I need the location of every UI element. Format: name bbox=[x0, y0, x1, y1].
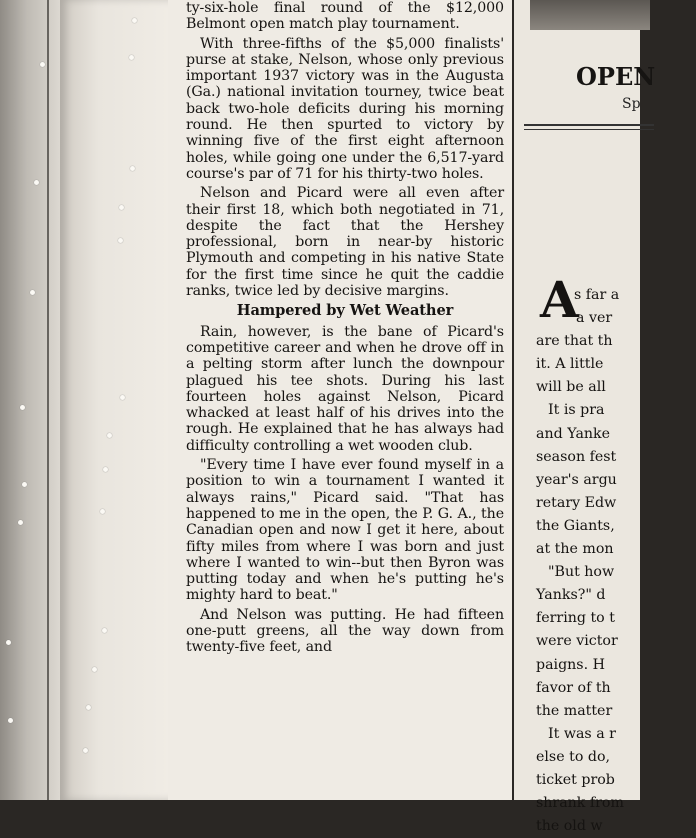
photo-fragment bbox=[530, 0, 650, 30]
right-headline: OPEN bbox=[576, 62, 656, 91]
right-line: year's argu bbox=[536, 471, 617, 488]
right-line: It was a r bbox=[548, 725, 616, 742]
stitch-hole bbox=[130, 166, 135, 171]
right-line: favor of th bbox=[536, 679, 611, 696]
right-line: a ver bbox=[576, 310, 613, 327]
right-line: else to do, bbox=[536, 748, 611, 765]
article-paragraph: And Nelson was putting. He had fifteen one-putt greens, all the way down from twenty-five feet, and bbox=[186, 606, 504, 656]
right-line: were victor bbox=[536, 633, 618, 650]
right-line: It is pra bbox=[548, 402, 605, 419]
stitch-hole bbox=[6, 640, 11, 645]
right-column bbox=[514, 0, 656, 835]
stitch-hole bbox=[100, 509, 105, 514]
stitch-hole bbox=[92, 667, 97, 672]
stitch-hole bbox=[129, 55, 134, 60]
drop-cap: A bbox=[540, 270, 579, 329]
stitch-hole bbox=[120, 395, 125, 400]
right-subhead: Sp bbox=[622, 96, 641, 112]
article-paragraph: Nelson and Picard were all even after their first 18, which both negotiated in 71, despite the fact that the Hershey professional, born in near-by historic Plymouth and competing in his native State for the first time since he quit the caddie ranks, twice led by decisive margins. bbox=[186, 185, 504, 300]
headline-rule bbox=[524, 124, 654, 126]
right-line: are that th bbox=[536, 333, 613, 350]
right-line: the Giants, bbox=[536, 517, 615, 534]
right-line: Yanks?" d bbox=[536, 587, 606, 604]
right-line: shrank from bbox=[536, 795, 624, 812]
page-edge bbox=[60, 0, 170, 800]
stitch-hole bbox=[132, 18, 137, 23]
article-subheading: Hampered by Wet Weather bbox=[236, 302, 454, 320]
right-line: it. A little bbox=[536, 356, 604, 373]
right-line: ferring to t bbox=[536, 610, 615, 627]
right-line: "But how bbox=[548, 564, 615, 581]
stitch-hole bbox=[83, 748, 88, 753]
right-line: s far a bbox=[574, 287, 620, 303]
stitch-hole bbox=[119, 205, 124, 210]
right-line: the old w bbox=[536, 818, 603, 835]
right-line: and Yanke bbox=[536, 425, 611, 442]
right-line: will be all bbox=[536, 379, 606, 396]
stitch-hole bbox=[18, 520, 23, 525]
stitch-hole bbox=[107, 433, 112, 438]
stitch-hole bbox=[20, 405, 25, 410]
article-paragraph: Rain, however, is the bane of Picard's competitive career and when he drove off in a pelting storm after lunch the downpour plagued his tee shots. During his last fourteen holes against Nelson, Picard whacked at least half of his drives into the rough. He explained that he has always had difficulty controlling a wet wooden club. bbox=[186, 323, 504, 454]
stitch-hole bbox=[8, 718, 13, 723]
stitch-hole bbox=[30, 290, 35, 295]
stitch-hole bbox=[103, 467, 108, 472]
article-body bbox=[186, 0, 504, 659]
right-line: retary Edw bbox=[536, 494, 617, 511]
stitch-hole bbox=[118, 238, 123, 243]
stitch-hole bbox=[86, 705, 91, 710]
right-line: the matter bbox=[536, 702, 613, 719]
right-line: at the mon bbox=[536, 541, 614, 558]
right-article-text bbox=[536, 284, 696, 838]
right-line: ticket prob bbox=[536, 771, 615, 788]
article-column bbox=[168, 0, 513, 800]
stitch-hole bbox=[40, 62, 45, 67]
headline-rule-thin bbox=[524, 129, 654, 130]
article-paragraph: "Every time I have ever found myself in a position to win a tournament I wanted it always rains," Picard said. "That has happened to me in the open, the P. G. A., the Canadian open and now I get it here, about fifty miles from where I was born and just where I wanted to win--but then Byron was putting today and when he's putting he's mighty hard to beat." bbox=[186, 457, 504, 604]
binding-spine bbox=[0, 0, 60, 800]
stitch-hole bbox=[34, 180, 39, 185]
article-paragraph: With three-fifths of the $5,000 finalists' purse at stake, Nelson, whose only previous important 1937 victory was in the Augusta (Ga.) national invitation tourney, twice beat back two-hole deficits during his morning round. He then spurted to victory by winning five of the first eight afternoon holes, while going one under the 6,517-yard course's par of 71 for his thirty-two holes. bbox=[186, 35, 504, 182]
right-line: season fest bbox=[536, 448, 617, 465]
right-line: paigns. H bbox=[536, 656, 605, 673]
article-paragraph: ty-six-hole final round of the $12,000 Belmont open match play tournament. bbox=[186, 0, 504, 33]
gutter-line bbox=[47, 0, 49, 800]
stitch-hole bbox=[102, 628, 107, 633]
stitch-hole bbox=[22, 482, 27, 487]
